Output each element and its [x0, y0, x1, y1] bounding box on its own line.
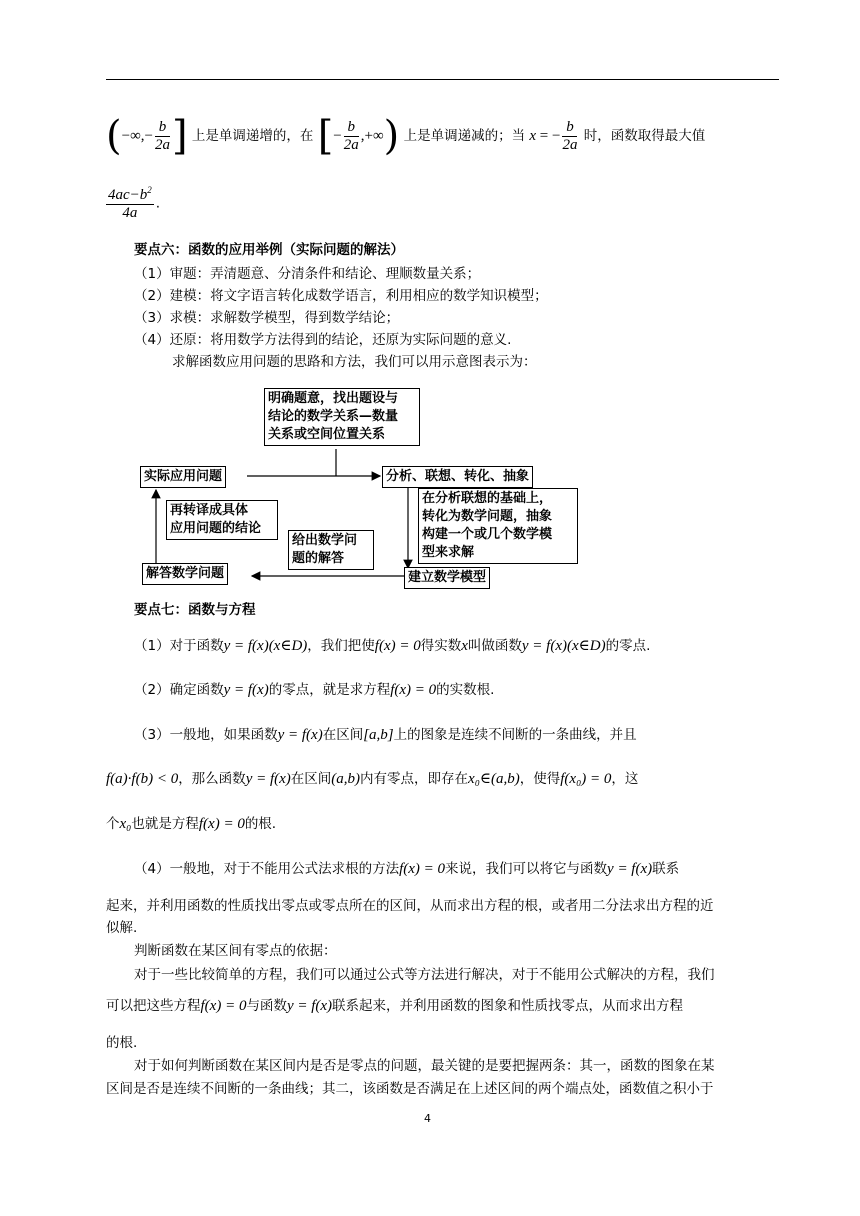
step-3: （3）求模：求解数学模型，得到数学结论；	[134, 310, 400, 326]
section6-title: 要点六：函数的应用举例（实际问题的解法）	[134, 242, 404, 258]
key-b: 区间是否是连续不间断的一条曲线；其二，该函数是否满足在上述区间的两个端点处，函数值之积小于	[106, 1081, 714, 1097]
basis-c: 的根.	[106, 1035, 138, 1051]
p3c: 个x₀也就是方程f(x) = 0的根.	[106, 816, 277, 832]
basis-b: 可以把这些方程f(x) = 0与函数y = f(x)联系起来，并利用函数的图象和性质找零点，从而求出方程	[106, 998, 684, 1014]
basis-title: 判断函数在某区间有零点的依据：	[134, 943, 337, 959]
page-number: 4	[424, 1112, 431, 1125]
flow-model: 建立数学模型	[404, 567, 490, 589]
max-value: $\frac{4ac-b^2}{4a}$ .	[108, 185, 161, 221]
flow-convert-note: 在分析联想的基础上， 转化为数学问题，抽象 构建一个或几个数学模 型来求解	[418, 488, 578, 564]
step-4: （4）还原：将用数学方法得到的结论，还原为实际问题的意义.	[134, 332, 512, 348]
p2: （2）确定函数y = f(x)的零点，就是求方程f(x) = 0的实数根.	[134, 682, 495, 698]
flow-top-box: 明确题意，找出题设与 结论的数学关系—数量 关系或空间位置关系	[264, 388, 420, 446]
p4a: （4）一般地，对于不能用公式法求根的方法f(x) = 0来说，我们可以将它与函数y = f(x)联系	[134, 861, 680, 877]
p1: （1）对于函数y = f(x)(x∈D)，我们把使f(x) = 0得实数x叫做函数y = f(x)(x∈D)的零点.	[134, 638, 651, 654]
basis-a: 对于一些比较简单的方程，我们可以通过公式等方法进行解决，对于不能用公式解决的方程，我们	[134, 967, 715, 983]
p3a: （3）一般地，如果函数y = f(x)在区间[a,b]上的图象是连续不间断的一条曲线，并且	[134, 727, 637, 743]
flow-translate-note: 再转译成具体 应用问题的结论	[166, 500, 278, 540]
step-2: （2）建模：将文字语言转化成数学语言，利用相应的数学知识模型；	[134, 288, 548, 304]
monotonic-line: (−∞,− $\frac{b}{2a}$ ] 上是单调递增的，在 [− $\frac{b}{2a}$ ,+∞) 上是单调递减的；当 x = − $\frac{b}{2a}$ 时，函数取得最大值	[106, 113, 706, 159]
flow-answer-note: 给出数学问 题的解答	[288, 530, 374, 570]
frac-b-2a: $\frac{b}{2a}$	[154, 118, 170, 153]
flow-intro: 求解函数应用问题的思路和方法，我们可以用示意图表示为：	[172, 354, 537, 370]
flow-analyze: 分析、联想、转化、抽象	[382, 466, 533, 488]
step-1: （1）审题：弄清题意、分清条件和结论、理顺数量关系；	[134, 266, 481, 282]
p4c: 似解.	[106, 920, 138, 936]
section7-title: 要点七：函数与方程	[134, 602, 256, 618]
key-a: 对于如何判断函数在某区间内是否是零点的问题，最关键的是要把握两条：其一，函数的图象在某	[134, 1058, 715, 1074]
flow-practical: 实际应用问题	[140, 466, 226, 488]
p3b: f(a)·f(b) < 0，那么函数y = f(x)在区间(a,b)内有零点，即存在x₀∈(a,b)，使得f(x₀) = 0，这	[106, 771, 639, 787]
p4b: 起来，并利用函数的性质找出零点或零点所在的区间，从而求出方程的根，或者用二分法求出方程的近	[106, 898, 714, 914]
flow-solve: 解答数学问题	[142, 563, 228, 585]
